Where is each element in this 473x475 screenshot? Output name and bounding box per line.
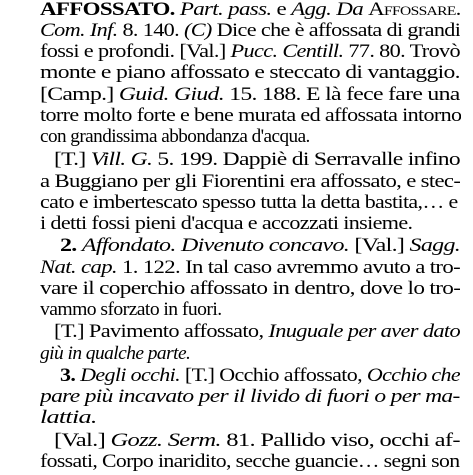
text-line: [40, 0, 461, 21]
text-line: [40, 343, 190, 365]
text-line: [40, 278, 460, 300]
italic-text: Degli occhi.: [80, 365, 181, 386]
text-run: e: [271, 0, 292, 20]
text-run: vare il coperchio affossato in dentro, dove lo tro-: [40, 278, 461, 299]
text-line: [40, 105, 461, 127]
text-run: a Buggiano per gli Fiorentini era affossato, e stec-: [40, 171, 461, 192]
text-line: [40, 20, 460, 42]
text-line: [40, 451, 459, 473]
text-run: [Val.]: [54, 430, 111, 451]
bold-text: 2.: [60, 235, 82, 256]
text-run: 5. 199. Dappiè di Serravalle infino: [152, 149, 460, 170]
italic-text: Agg.: [291, 0, 332, 20]
text-run: 8. 140.: [117, 20, 184, 41]
text-run: 77. 80. Trovò: [343, 41, 461, 62]
text-run: monte e piano affossato e steccato di vantaggio.: [40, 62, 460, 83]
text-run: [T.] Pavimento affossato,: [54, 321, 269, 342]
text-run: vammo sforzato in fuori.: [40, 299, 222, 320]
text-run: .: [455, 0, 461, 20]
text-run: [T.]: [54, 149, 91, 170]
italic-text: Inuguale per aver dato: [268, 321, 461, 342]
text-run: fossi e profondi. [Val.]: [40, 41, 231, 62]
text-line: [40, 41, 460, 63]
text-line: [54, 321, 460, 343]
text-run: 15. 188. E là fece fare una: [223, 84, 460, 105]
italic-text: Nat. cap.: [40, 257, 117, 278]
text-line: [54, 430, 460, 452]
italic-text: pare più incavato per il livido di fuori o per ma-: [40, 386, 460, 407]
small-caps-text: Affossare: [368, 0, 456, 20]
text-line: [40, 171, 460, 193]
text-line: [40, 299, 222, 321]
italic-text: (C): [183, 20, 212, 41]
text-run: 81. Pallido viso, occhi af-: [220, 430, 460, 451]
text-line: [40, 386, 460, 408]
text-run: Dice che è affossata di grandi: [211, 20, 461, 41]
italic-text: Guid. Giud.: [118, 84, 224, 105]
italic-text: lattia.: [40, 407, 97, 428]
text-line: [40, 257, 460, 279]
text-run: i detti fossi pieni d'acqua e accozzati insieme.: [40, 213, 413, 234]
text-line: [40, 407, 97, 429]
text-line: [60, 365, 460, 387]
text-line: [40, 62, 460, 84]
text-line: [60, 235, 460, 257]
text-run: con grandissima abbondanza d'acqua.: [40, 126, 310, 147]
text-run: fossati, Corpo inaridito, secche guancie… segni son: [40, 451, 460, 472]
italic-text: Da: [336, 0, 364, 20]
italic-text: giù in qualche parte.: [40, 343, 191, 364]
text-run: [T.] Occhio affossato,: [180, 365, 367, 386]
italic-text: Part. pass.: [179, 0, 272, 20]
text-line: [40, 213, 412, 235]
text-line: [40, 192, 458, 214]
text-line: [40, 126, 310, 148]
italic-text: Affondato. Divenuto concavo.: [81, 235, 350, 256]
italic-text: Vill. G.: [90, 149, 153, 170]
bold-text: AFFOSSATO.: [40, 0, 175, 20]
italic-text: Gozz. Serm.: [110, 430, 221, 451]
text-line: [40, 84, 460, 106]
text-run: torre molto forte e bene murata ed affossata intorno: [40, 105, 462, 126]
text-run: [Camp.]: [40, 84, 119, 105]
italic-text: Sagg.: [409, 235, 461, 256]
italic-text: Com. Inf.: [40, 20, 118, 41]
text-run: 1. 122. In tal caso avremmo avuto a tro-: [116, 257, 461, 278]
bold-text: 3.: [60, 365, 81, 386]
text-line: [54, 149, 460, 171]
italic-text: Occhio che: [366, 365, 461, 386]
italic-text: Pucc. Centill.: [230, 41, 344, 62]
text-run: cato e imbertescato spesso tutta la detta bastita,… e: [40, 192, 458, 213]
text-run: [Val.]: [349, 235, 410, 256]
